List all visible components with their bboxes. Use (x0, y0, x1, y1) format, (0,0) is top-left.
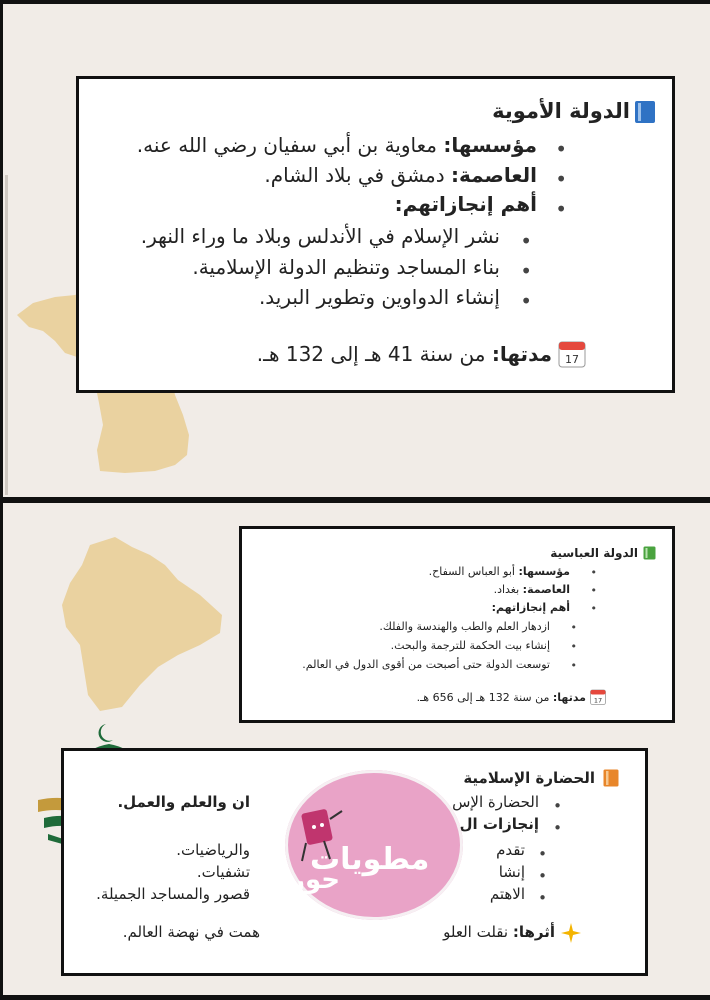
founder-row (429, 565, 570, 578)
calendar-icon (558, 340, 586, 368)
achievements-heading (395, 192, 537, 216)
bullet-dot: • (570, 640, 577, 653)
achievement-item: إنشاء الدواوين وتطوير البريد. (258, 285, 500, 309)
green-book-icon (643, 546, 656, 560)
bullet-dot: • (570, 621, 577, 634)
achievement-item: توسعت الدولة حتى أصبحت من أقوى الدول في العالم. (302, 658, 550, 671)
effect-row-end: همت في نهضة العالم. (122, 923, 260, 941)
watermark-subtitle: حور (290, 865, 341, 895)
card-title: الحضارة الإسلامية (463, 769, 595, 787)
bullet-dot: • (538, 867, 547, 885)
achievement-item: ازدهار العلم والطب والهندسة والفلك. (379, 620, 550, 633)
achievement-item-end: تشفيات. (196, 863, 250, 881)
card-title: الدولة العباسية (550, 546, 638, 560)
civilization-intro-start: الحضارة الإس (452, 793, 539, 811)
achievement-item-start: الاهتم (489, 885, 525, 903)
achievement-item: إنشاء بيت الحكمة للترجمة والبحث. (390, 639, 550, 652)
achievement-item-end: والرياضيات. (176, 841, 250, 859)
achievement-item-start: إنشا (498, 863, 525, 881)
effect-label: أثرها: (512, 923, 555, 941)
bullet-dot: • (590, 584, 597, 597)
bullet-dot: • (590, 602, 597, 615)
watermark-title: مطويات (310, 842, 430, 877)
effect-value-start: نقلت العلو (443, 923, 509, 941)
bullet-dot: • (553, 819, 562, 837)
founder-label: مؤسسها: (518, 565, 570, 578)
left-edge-mark (5, 175, 8, 495)
achievement-item-end: قصور والمساجد الجميلة. (96, 885, 250, 903)
bullet-dot: • (555, 197, 567, 221)
founder-row (137, 133, 537, 157)
capital-value: دمشق في بلاد الشام. (264, 163, 445, 187)
effect-row-start (443, 923, 555, 941)
duration-label: مدتها: (552, 691, 586, 704)
duration-value: من سنة 132 هـ إلى 656 هـ. (416, 691, 550, 704)
achievement-item-start: تقدم (496, 841, 525, 859)
founder-value: معاوية بن أبي سفيان رضي الله عنه. (136, 133, 437, 157)
capital-value: بغداد. (493, 583, 520, 596)
umayyad-card (76, 76, 675, 393)
sparkle-icon (561, 923, 581, 943)
bottom-border (0, 995, 710, 1000)
founder-value: أبو العباس السفاح. (428, 565, 515, 578)
duration-label: مدتها: (491, 342, 552, 366)
achievement-item: بناء المساجد وتنظيم الدولة الإسلامية. (192, 255, 500, 279)
capital-label: العاصمة: (522, 583, 570, 596)
bullet-dot: • (590, 566, 597, 579)
bullet-dot: • (553, 797, 562, 815)
abbasid-card (239, 526, 675, 723)
achievements-label: أهم إنجازاتهم: (491, 601, 570, 614)
achievements-heading: إنجازات ال (459, 815, 539, 833)
achievements-label: أهم إنجازاتهم: (394, 192, 537, 216)
founder-label: مؤسسها: (443, 133, 537, 157)
card-title: الدولة الأموية (492, 99, 630, 123)
bullet-dot: • (570, 659, 577, 672)
hawaii-island-map (60, 535, 225, 715)
svg-text:17: 17 (593, 696, 603, 705)
achievement-item: نشر الإسلام في الأندلس وبلاد ما وراء النهر. (140, 224, 500, 248)
bullet-dot: • (555, 137, 567, 161)
civilization-intro-end: ان والعلم والعمل. (117, 793, 250, 811)
capital-label: العاصمة: (450, 163, 537, 187)
bullet-dot: • (520, 289, 532, 313)
orange-book-icon (603, 769, 619, 787)
capital-row (264, 163, 537, 187)
bullet-dot: • (538, 889, 547, 907)
bullet-dot: • (520, 229, 532, 253)
duration-row (257, 342, 552, 366)
duration-value: من سنة 41 هـ إلى 132 هـ. (256, 342, 486, 366)
bullet-dot: • (520, 259, 532, 283)
blue-book-icon (634, 100, 656, 124)
duration-row (417, 691, 586, 704)
achievements-heading (492, 601, 570, 614)
calendar-icon (590, 689, 606, 705)
bullet-dot: • (538, 845, 547, 863)
capital-row (494, 583, 570, 596)
section-divider (0, 497, 710, 503)
bullet-dot: • (555, 167, 567, 191)
svg-text:17: 17 (565, 353, 579, 366)
top-border (0, 0, 710, 4)
